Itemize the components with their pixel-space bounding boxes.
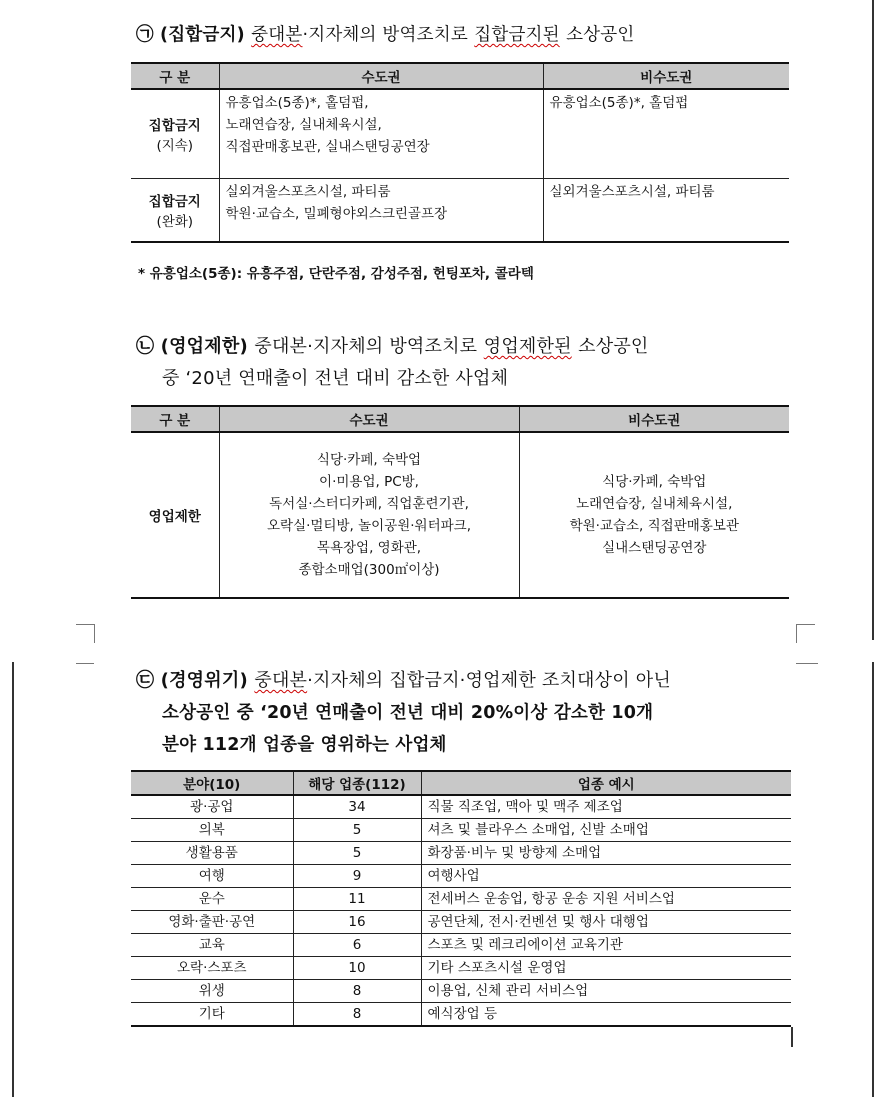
noncapital-cell (543, 89, 789, 179)
right-margin-line-upper (872, 0, 874, 640)
section1-table (131, 62, 789, 243)
noncapital-cell (519, 432, 789, 598)
header-category: 구 분 (131, 406, 219, 432)
section2-title-line2: 중 ‘20년 연매출이 전년 대비 감소한 사업체 (162, 368, 509, 389)
row-label-sub: (지속) (156, 138, 194, 154)
field-cell: 기타 (131, 1003, 293, 1027)
list-item: 이·미용업, PC방, (319, 474, 419, 490)
list-item: 식당·카페, 숙박업 (316, 452, 422, 468)
section1-footnote: * 유흥업소(5종): 유흥주점, 단란주점, 감성주점, 헌팅포차, 콜라텍 (138, 266, 534, 282)
example-cell: 셔츠 및 블라우스 소매업, 신발 소매업 (421, 819, 791, 842)
list-item: 목욕장업, 영화관, (316, 540, 422, 556)
section2-title-a: 중대본·지자체의 방역조치로 (254, 336, 478, 357)
row-label (131, 179, 219, 243)
table-row (131, 957, 791, 980)
page-break-line-left (76, 663, 94, 664)
example-cell: 직물 직조업, 맥아 및 맥주 제조업 (421, 795, 791, 819)
table-row (131, 911, 791, 934)
noncapital-cell (543, 179, 789, 243)
list-item: 학원·교습소, 밀폐형야외스크린골프장 (225, 206, 448, 222)
example-cell: 전세버스 운송업, 항공 운송 지원 서비스업 (421, 888, 791, 911)
list-item: 실외겨울스포츠시설, 파티룸 (225, 184, 391, 200)
section1-marker: ㉠ (136, 25, 154, 45)
count-cell: 8 (293, 1003, 421, 1027)
count-cell: 10 (293, 957, 421, 980)
header-capital: 수도권 (219, 63, 543, 89)
count-cell: 5 (293, 842, 421, 865)
header-category: 구 분 (131, 63, 219, 89)
example-cell: 화장품·비누 및 방향제 소매업 (421, 842, 791, 865)
table-row (131, 432, 789, 598)
count-cell: 5 (293, 819, 421, 842)
example-cell: 이용업, 신체 관리 서비스업 (421, 980, 791, 1003)
section3-tag: (경영위기) (160, 670, 248, 691)
list-item: 직접판매홍보관, 실내스탠딩공연장 (225, 139, 430, 155)
section2-heading-line2 (162, 364, 508, 394)
page-corner-mark-right (796, 624, 815, 643)
capital-cell (219, 432, 519, 598)
list-item: 노래연습장, 실내체육시설, (576, 496, 733, 512)
field-cell: 여행 (131, 865, 293, 888)
header-field: 분야(10) (131, 771, 293, 795)
header-example: 업종 예시 (421, 771, 791, 795)
table-row (131, 980, 791, 1003)
table-row (131, 819, 791, 842)
list-item: 유흥업소(5종)*, 홀덤펍 (549, 95, 689, 111)
count-cell: 8 (293, 980, 421, 1003)
section2-title-b: 영업제한된 (483, 336, 572, 357)
list-item: 실내스탠딩공연장 (602, 540, 707, 556)
table-header-row (131, 406, 789, 432)
count-cell: 34 (293, 795, 421, 819)
row-label-main: 집합금지 (148, 194, 201, 210)
header-capital: 수도권 (219, 406, 519, 432)
section3-heading-line2 (162, 698, 653, 728)
section1-tag: (집합금지) (160, 25, 245, 45)
field-cell: 오락·스포츠 (131, 957, 293, 980)
example-cell: 스포츠 및 레크리에이션 교육기관 (421, 934, 791, 957)
field-cell: 생활용품 (131, 842, 293, 865)
example-cell: 예식장업 등 (421, 1003, 791, 1027)
list-item: 독서실·스터디카페, 직업훈련기관, (269, 496, 469, 512)
count-cell: 6 (293, 934, 421, 957)
row-label-main: 집합금지 (148, 118, 201, 134)
table-row (131, 888, 791, 911)
section2-table (131, 405, 789, 599)
count-cell: 9 (293, 865, 421, 888)
section1-title-b: ·지자체의 방역조치로 (302, 25, 468, 45)
field-cell: 운수 (131, 888, 293, 911)
section3-table (131, 770, 791, 1027)
header-noncapital: 비수도권 (543, 63, 789, 89)
table-row (131, 842, 791, 865)
section3-title-b: ·지자체의 집합금지·영업제한 조치대상이 아닌 (307, 670, 671, 691)
section3-heading (136, 666, 671, 696)
section3-heading-line3 (162, 730, 447, 760)
left-margin-line-lower (12, 662, 14, 1097)
field-cell: 교육 (131, 934, 293, 957)
field-cell: 위생 (131, 980, 293, 1003)
capital-cell (219, 179, 543, 243)
section3-title-line2: 소상공인 중 ‘20년 연매출이 전년 대비 20%이상 감소한 10개 (162, 703, 654, 723)
example-cell: 여행사업 (421, 865, 791, 888)
list-item: 노래연습장, 실내체육시설, (225, 117, 382, 133)
example-cell: 공연단체, 전시·컨벤션 및 행사 대행업 (421, 911, 791, 934)
section2-heading (136, 332, 649, 362)
page-break-line-right (796, 663, 818, 664)
table-row (131, 89, 789, 179)
text-cursor (791, 1027, 793, 1047)
right-margin-line-lower (872, 662, 874, 1097)
section3-title-line3: 분야 112개 업종을 영위하는 사업체 (162, 735, 447, 755)
row-label: 영업제한 (131, 432, 219, 598)
row-label (131, 89, 219, 179)
table-row (131, 934, 791, 957)
count-cell: 11 (293, 888, 421, 911)
list-item: 종합소매업(300㎡이상) (298, 562, 440, 578)
section1-title-d: 소상공인 (566, 25, 635, 45)
section1-title-a: 중대본 (251, 25, 303, 45)
field-cell: 의복 (131, 819, 293, 842)
header-noncapital: 비수도권 (519, 406, 789, 432)
table-row (131, 179, 789, 243)
table-header-row (131, 63, 789, 89)
field-cell: 광·공업 (131, 795, 293, 819)
table-row (131, 865, 791, 888)
table-row (131, 1003, 791, 1027)
section2-tag: (영업제한) (160, 336, 248, 357)
section3-title-a: 중대본 (254, 670, 308, 691)
page-corner-mark-left (76, 624, 95, 643)
table-row (131, 795, 791, 819)
section1-title-c: 집합금지된 (474, 25, 560, 45)
field-cell: 영화·출판·공연 (131, 911, 293, 934)
section2-title-c: 소상공인 (578, 336, 649, 357)
section1-heading (136, 20, 634, 50)
table-header-row (131, 771, 791, 795)
list-item: 실외겨울스포츠시설, 파티룸 (549, 184, 715, 200)
example-cell: 기타 스포츠시설 운영업 (421, 957, 791, 980)
list-item: 오락실·멀티방, 놀이공원·워터파크, (266, 518, 472, 534)
capital-cell (219, 89, 543, 179)
section2-marker: ㉡ (136, 336, 155, 357)
list-item: 식당·카페, 숙박업 (602, 474, 707, 490)
row-label-sub: (완화) (156, 214, 194, 230)
list-item: 유흥업소(5종)*, 홀덤펍, (225, 95, 369, 111)
section3-marker: ㉢ (136, 670, 155, 691)
count-cell: 16 (293, 911, 421, 934)
list-item: 학원·교습소, 직접판매홍보관 (569, 518, 739, 534)
header-count: 해당 업종(112) (293, 771, 421, 795)
